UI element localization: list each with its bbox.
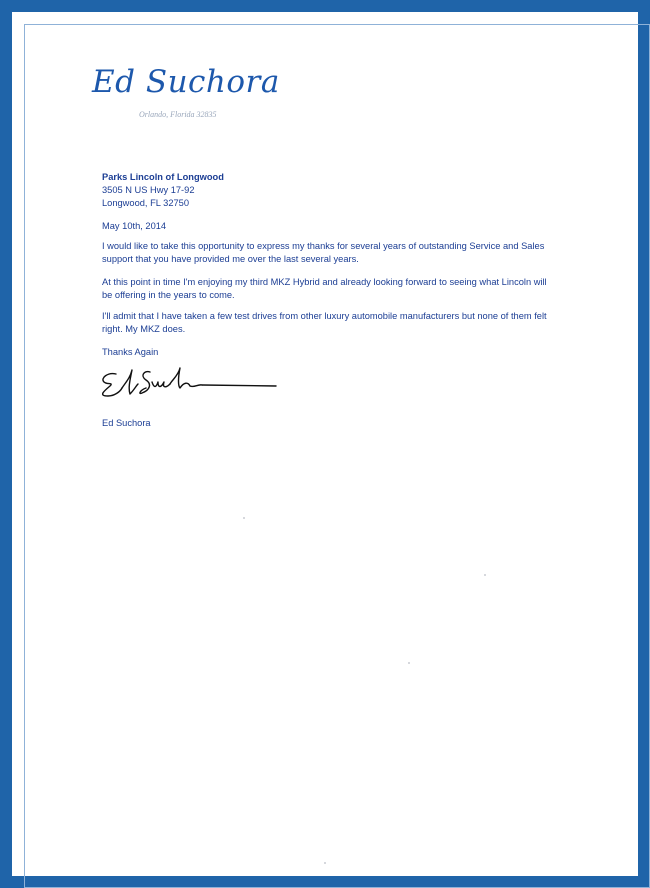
paragraph-3-line-1: I'll admit that I have taken a few test drives from other luxury automobile manufacturers but none of them felt: [102, 311, 547, 321]
letter-date: May 10th, 2014: [102, 221, 167, 231]
recipient-street: 3505 N US Hwy 17-92: [102, 185, 195, 195]
signature: [94, 360, 284, 400]
paper-speck: [408, 662, 410, 664]
letter-inner-border: [24, 24, 650, 888]
recipient-name: Parks Lincoln of Longwood: [102, 172, 224, 182]
paper-speck: [324, 862, 326, 864]
paragraph-2-line-2: be offering in the years to come.: [102, 290, 235, 300]
paper-speck: [243, 517, 245, 519]
paper-speck: [484, 574, 486, 576]
paragraph-2-line-1: At this point in time I'm enjoying my third MKZ Hybrid and already looking forward to seeing what Lincoln will: [102, 277, 547, 287]
signer-name: Ed Suchora: [102, 418, 151, 428]
recipient-city: Longwood, FL 32750: [102, 198, 190, 208]
letterhead-name: Ed Suchora: [92, 64, 280, 100]
paragraph-1-line-1: I would like to take this opportunity to express my thanks for several years of outstanding Service and Sales: [102, 241, 545, 251]
paragraph-3-line-2: right. My MKZ does.: [102, 324, 186, 334]
closing: Thanks Again: [102, 347, 159, 357]
paragraph-1-line-2: support that you have provided me over the last several years.: [102, 254, 359, 264]
letterhead-city: Orlando, Florida 32835: [139, 110, 217, 119]
